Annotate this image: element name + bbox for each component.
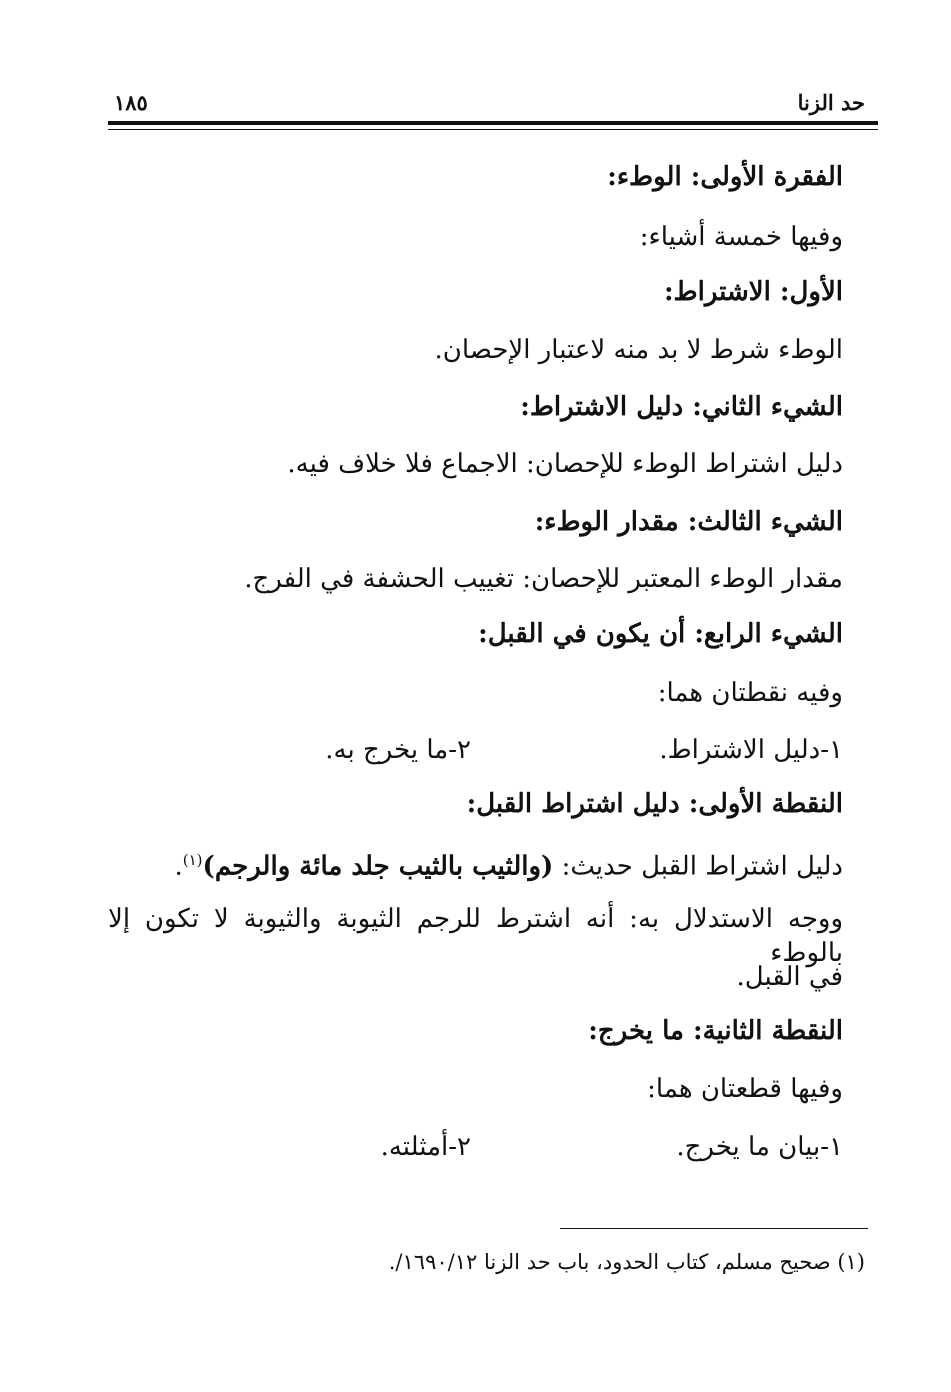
paragraph: وفيها خمسة أشياء:	[639, 222, 843, 252]
paragraph: وفيها قطعتان هما:	[647, 1074, 843, 1104]
section-heading: الشيء الرابع: أن يكون في القبل:	[478, 619, 843, 649]
list-item: ٢-ما يخرج به.	[325, 735, 471, 765]
paragraph-line: ووجه الاستدلال به: أنه اشترط للرجم الثيوبة والثيوبة لا تكون إلا بالوطء	[108, 904, 844, 968]
header-rule-thin	[108, 129, 878, 130]
footnote-separator	[560, 1228, 868, 1229]
list-item: ١-بيان ما يخرج.	[676, 1132, 843, 1162]
list-item: ٢-أمثلته.	[380, 1132, 471, 1162]
paragraph: الوطء شرط لا بد منه لاعتبار الإحصان.	[434, 335, 843, 365]
section-heading: الأول: الاشتراط:	[663, 277, 843, 307]
section-heading: النقطة الثانية: ما يخرج:	[588, 1016, 843, 1046]
section-heading: الشيء الثاني: دليل الاشتراط:	[520, 392, 843, 422]
hadith-end: .	[174, 851, 183, 882]
section-heading: الفقرة الأولى: الوطء:	[607, 162, 843, 192]
paragraph: مقدار الوطء المعتبر للإحصان: تغييب الحشفة في الفرج.	[244, 564, 843, 594]
hadith-intro: دليل اشتراط القبل حديث:	[553, 851, 843, 882]
hadith-quote: (والثيب بالثيب جلد مائة والرجم)	[202, 851, 554, 882]
footnote-ref: (١)	[182, 851, 203, 869]
list-item: ١-دليل الاشتراط.	[659, 735, 843, 765]
running-header-title: حد الزنا	[797, 90, 865, 115]
page-number: ١٨٥	[114, 90, 148, 115]
paragraph: وفيه نقطتان هما:	[657, 678, 843, 708]
section-heading: الشيء الثالث: مقدار الوطء:	[534, 507, 843, 537]
header-rule-thick	[108, 121, 878, 125]
section-heading: النقطة الأولى: دليل اشتراط القبل:	[466, 789, 843, 819]
footnote: (١) صحيح مسلم، كتاب الحدود، باب حد الزنا ١٦٩٠/١٢/.	[388, 1250, 865, 1274]
paragraph: دليل اشتراط الوطء للإحصان: الاجماع فلا خلاف فيه.	[287, 449, 843, 479]
paragraph-hadith	[174, 843, 843, 884]
paragraph-line: في القبل.	[736, 962, 843, 992]
